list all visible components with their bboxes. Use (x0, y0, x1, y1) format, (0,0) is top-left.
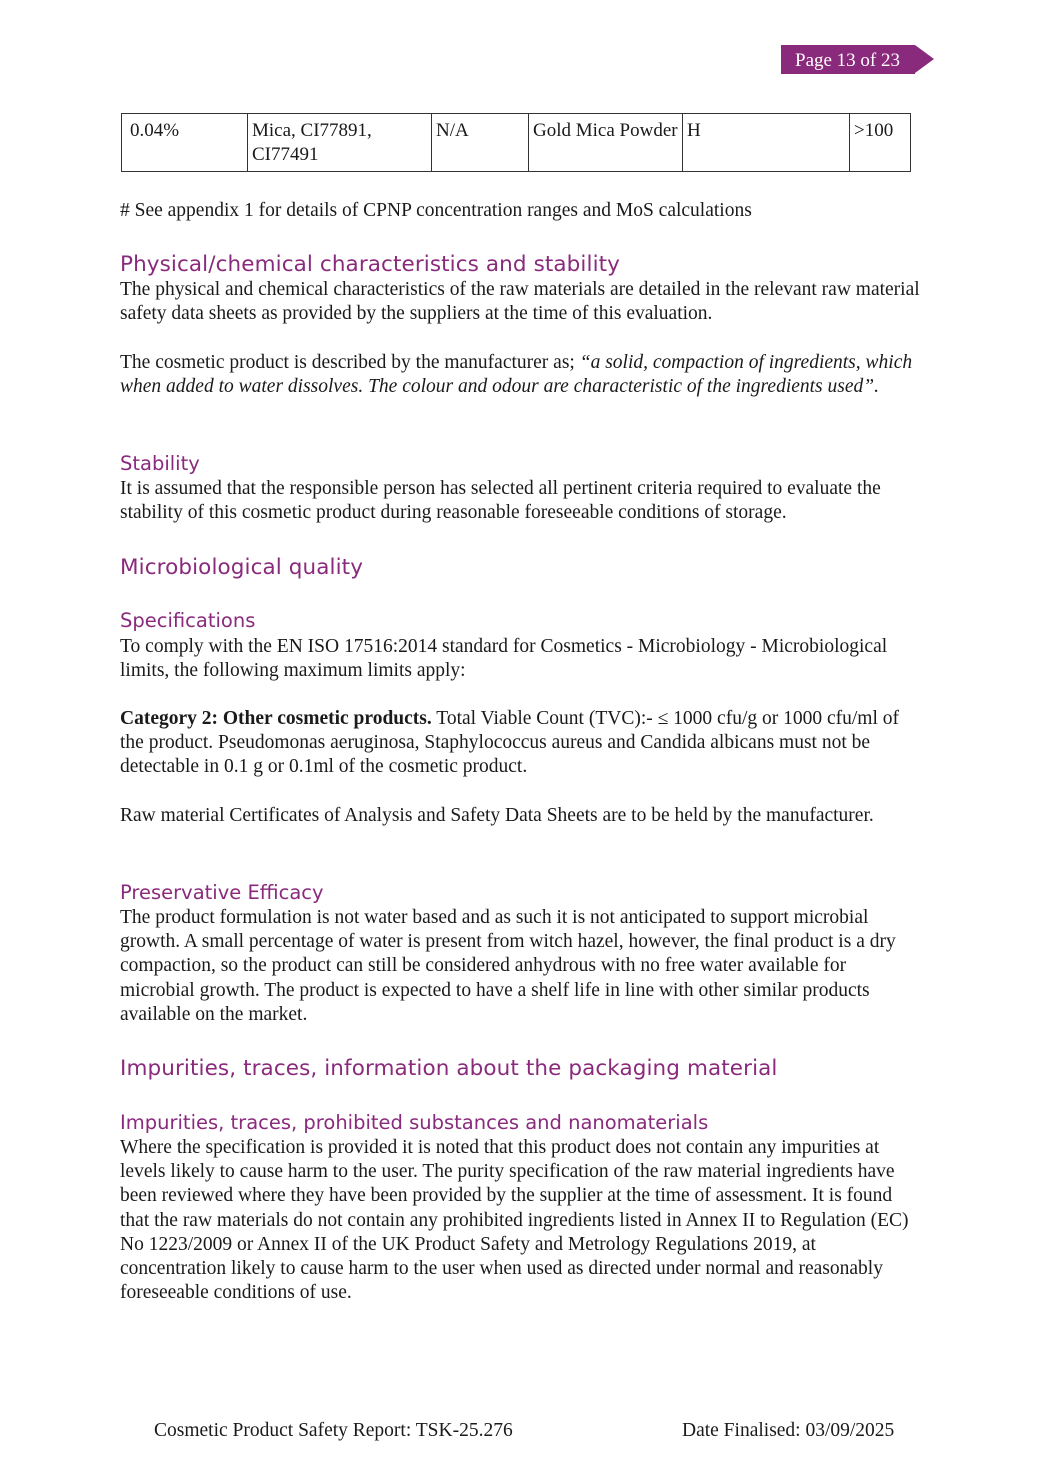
page-number-badge: Page 13 of 23 (781, 45, 915, 74)
product-description-paragraph (120, 351, 920, 399)
impurities-paragraph: Where the specification is provided it is noted that this product does not contain any impurities at levels likely to cause harm to the user. The purity specification of the raw material ingredients have been reviewed where they have been provided by the supplier at the time of assessment. It is found that the raw materials do not contain any prohibited ingredients listed in Annex II to Regulation (EC) No 1223/2009 or Annex II of the UK Product Safety and Metrology Regulations 2019, at concentration likely to cause harm to the user when used as directed under normal and reasonably foreseeable conditions of use. (120, 1137, 909, 1304)
table-cell-cas: N/A (432, 114, 529, 172)
raw-material-paragraph: Raw material Certificates of Analysis and Safety Data Sheets are to be held by the manufacturer. (120, 805, 874, 826)
table-row (122, 114, 911, 172)
heading-preservative-efficacy: Preservative Efficacy (120, 881, 324, 904)
table-cell-trade-name: Gold Mica Powder (529, 114, 683, 172)
heading-specifications: Specifications (120, 609, 256, 632)
stability-paragraph: It is assumed that the responsible person has selected all pertinent criteria required to evaluate the stability of this cosmetic product during reasonable foreseeable conditions of storage. (120, 478, 881, 524)
table-cell-mos: >100 (850, 114, 911, 172)
footer-date-finalised: Date Finalised: 03/09/2025 (682, 1420, 895, 1441)
heading-microbiological-quality: Microbiological quality (120, 555, 364, 580)
specifications-paragraph: To comply with the EN ISO 17516:2014 standard for Cosmetics - Microbiology - Microbiological limits, the following maximum limits apply: (120, 636, 888, 682)
heading-impurities: Impurities, traces, information about the packaging material (120, 1056, 778, 1081)
table-cell-inci: Mica, CI77891, CI77491 (248, 114, 432, 172)
cpnp-footnote: # See appendix 1 for details of CPNP concentration ranges and MoS calculations (120, 200, 752, 221)
heading-physchem: Physical/chemical characteristics and stability (120, 252, 620, 277)
category-paragraph (120, 707, 920, 780)
ingredient-table (121, 113, 911, 172)
preservative-paragraph: The product formulation is not water based and as such it is not anticipated to support microbial growth. A small percentage of water is present from witch hazel, however, the final product is a dry compaction, so the product can still be considered anhydrous with no free water available for microbial growth. The product is expected to have a shelf life in line with other similar products available on the market. (120, 907, 896, 1025)
physchem-paragraph: The physical and chemical characteristics of the raw materials are detailed in the relevant raw material safety data sheets as provided by the suppliers at the time of this evaluation. (120, 279, 920, 325)
category-text: Total Viable Count (TVC):- ≤ 1000 cfu/g or 1000 cfu/ml of the product. Pseudomonas aeruginosa, Staphylococcus aureus and Candida albicans must not be detectable in 0.1 g or 0.1ml of the cosmetic product. (120, 708, 900, 778)
category-label: Category 2: Other cosmetic products. (120, 708, 432, 729)
heading-impurities-sub: Impurities, traces, prohibited substances and nanomaterials (120, 1111, 709, 1134)
product-description-quote: “a solid, compaction of ingredients, which when added to water dissolves. The colour and odour are characteristic of the ingredients used”. (120, 352, 913, 398)
product-description-lead: The cosmetic product is described by the manufacturer as; (120, 352, 580, 373)
footer-report-id: Cosmetic Product Safety Report: TSK-25.276 (154, 1420, 513, 1441)
table-cell-concentration: 0.04% (122, 114, 248, 172)
table-cell-category: H (683, 114, 850, 172)
heading-stability: Stability (120, 452, 200, 475)
